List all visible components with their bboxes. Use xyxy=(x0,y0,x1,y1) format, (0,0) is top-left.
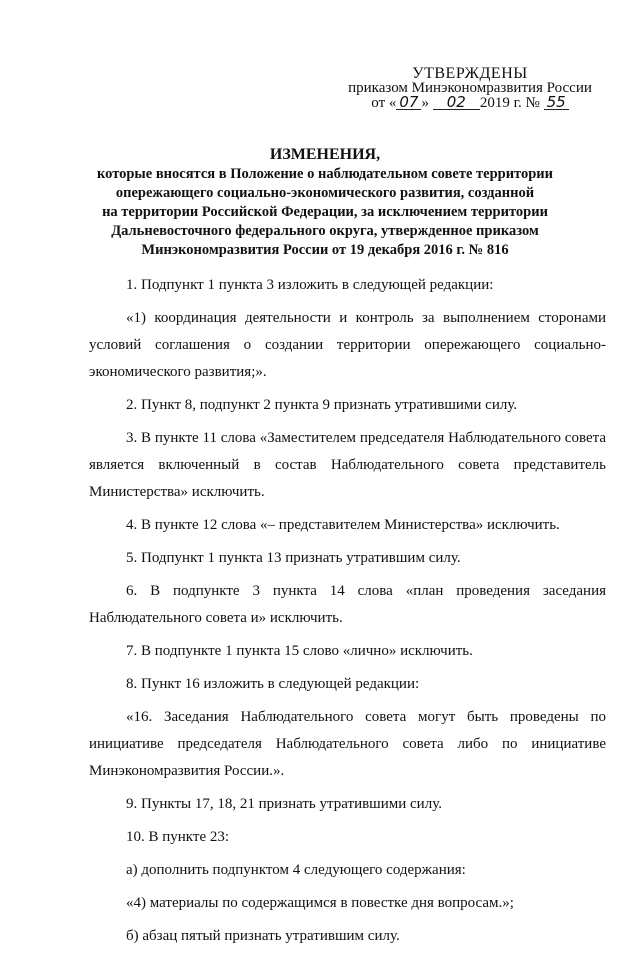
heading-line: опережающего социально-экономического развития, созданной xyxy=(115,185,535,201)
date-mid: » xyxy=(421,95,429,111)
paragraph: б) абзац пятый признать утратившим силу. xyxy=(126,928,400,944)
handwritten-month: 02 xyxy=(433,96,480,110)
paragraph: 9. Пункты 17, 18, 21 признать утратившими силу. xyxy=(126,796,442,812)
date-prefix: от « xyxy=(371,95,397,111)
paragraph: «16. Заседания Наблюдательного совета могут быть проведены по инициативе председателя Наблюдательного совета либо по инициативе Минэкономразвития России.». xyxy=(89,709,606,779)
approval-order-line: приказом Минэкономразвития России xyxy=(348,80,592,96)
handwritten-day: 07 xyxy=(396,96,421,110)
paragraph: 7. В подпункте 1 пункта 15 слово «лично» исключить. xyxy=(126,643,473,659)
heading-line: на территории Российской Федерации, за исключением территории xyxy=(102,204,548,220)
paragraph: 2. Пункт 8, подпункт 2 пункта 9 признать утратившими силу. xyxy=(126,397,518,413)
heading-title: ИЗМЕНЕНИЯ, xyxy=(269,146,381,163)
approval-title: УТВЕРЖДЕНЫ xyxy=(412,65,528,82)
paragraph: 4. В пункте 12 слова «– представителем Министерства» исключить. xyxy=(126,517,560,533)
paragraph: «4) материалы по содержащимся в повестке дня вопросам.»; xyxy=(126,895,514,911)
document-body xyxy=(89,272,606,956)
approval-date-line xyxy=(340,93,600,111)
paragraph: 6. В подпункте 3 пункта 14 слова «план проведения заседания Наблюдательного совета и» исключить. xyxy=(89,583,606,626)
paragraph: 10. В пункте 23: xyxy=(126,829,230,845)
paragraph: 1. Подпункт 1 пункта 3 изложить в следующей редакции: xyxy=(126,277,494,293)
paragraph: а) дополнить подпунктом 4 следующего содержания: xyxy=(126,862,466,878)
handwritten-number: 55 xyxy=(544,96,569,110)
paragraph: «1) координация деятельности и контроль за выполнением сторонами условий соглашения о создании территории опережающего социально-экономического развития;». xyxy=(89,310,606,380)
paragraph: 8. Пункт 16 изложить в следующей редакции: xyxy=(126,676,420,692)
paragraph: 5. Подпункт 1 пункта 13 признать утратившим силу. xyxy=(126,550,461,566)
heading-line: которые вносятся в Положение о наблюдательном совете территории xyxy=(96,166,554,182)
approval-stamp xyxy=(340,66,600,111)
document-heading xyxy=(60,145,590,260)
heading-line: Минэкономразвития России от 19 декабря 2016 г. № 816 xyxy=(141,242,509,258)
date-year: 2019 г. № xyxy=(479,95,540,111)
paragraph: 3. В пункте 11 слова «Заместителем председателя Наблюдательного совета является включенный в состав Наблюдательного совета представитель Министерства» исключить. xyxy=(89,430,606,500)
heading-line: Дальневосточного федерального округа, утвержденное приказом xyxy=(111,223,539,239)
